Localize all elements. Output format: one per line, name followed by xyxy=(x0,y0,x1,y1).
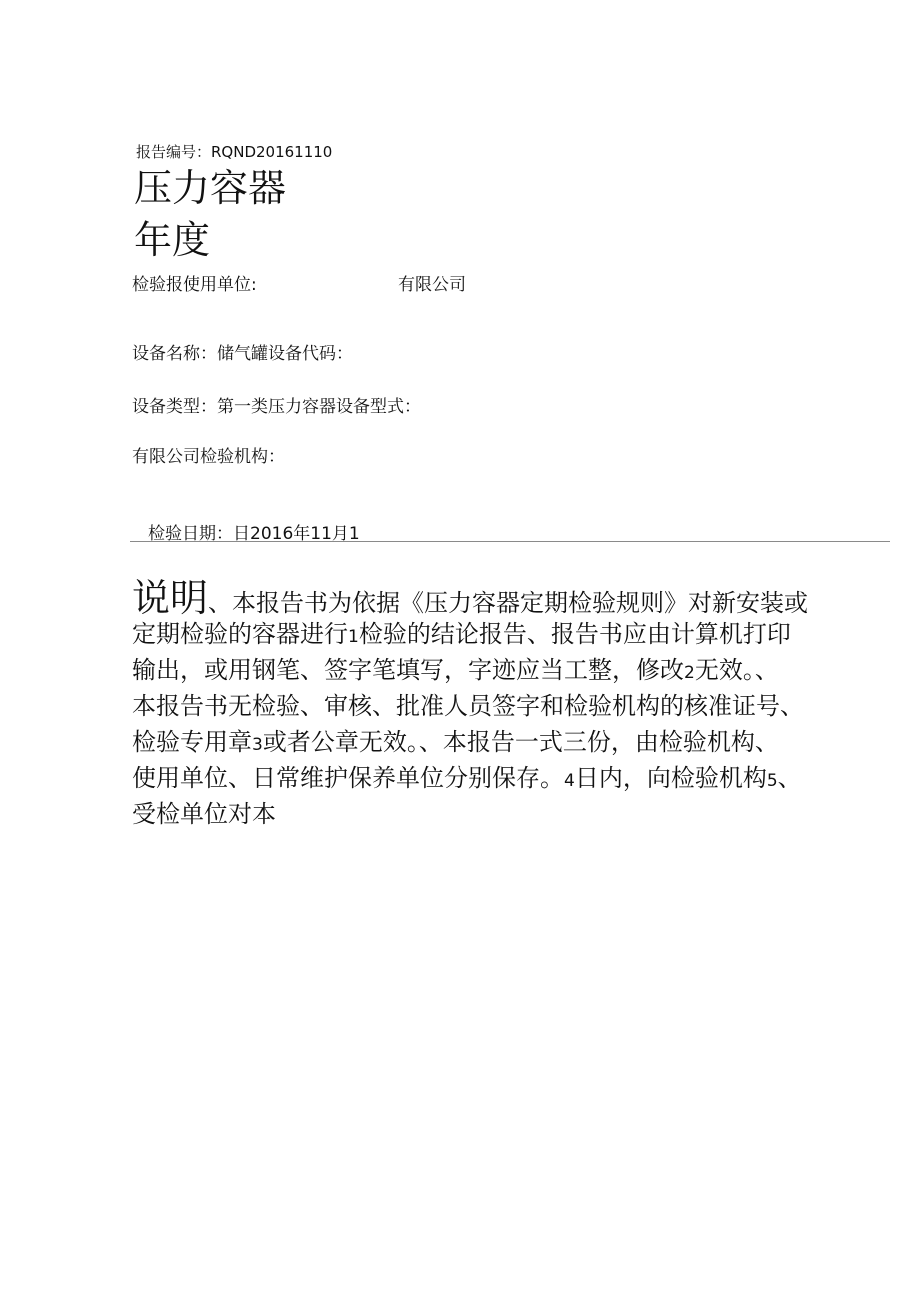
notes-line-1 xyxy=(132,576,892,620)
inspection-date-field: 检验日期：日2016年11月1 xyxy=(148,524,360,544)
notes-text: 输出，或用钢笔、签字笔填写，字迹应当工整，修改 xyxy=(132,656,684,684)
notes-section xyxy=(132,576,892,832)
notes-text: 、本报告书为依据《压力容器定期检验规则》对新安装或 xyxy=(208,589,809,617)
note-number: 1 xyxy=(348,627,359,647)
user-unit-value: 有限公司 xyxy=(398,275,466,295)
notes-heading: 说明 xyxy=(132,576,209,620)
notes-text: 检验专用章 xyxy=(132,728,252,756)
notes-text: 受检单位对本 xyxy=(132,800,276,828)
note-number: 3 xyxy=(252,735,263,755)
note-number: 5 xyxy=(766,771,778,791)
device-type-field: 设备类型：第一类压力容器设备型式： xyxy=(132,397,421,417)
notes-text: 本报告书无检验、审核、批准人员签字和检验机构的核准证号、 xyxy=(132,692,804,720)
notes-text: 无效。、 xyxy=(694,656,779,684)
notes-text: 定期检验的容器进行 xyxy=(132,620,348,648)
notes-text: 、 xyxy=(777,764,802,792)
notes-text: 检验的结论报告、报告书应由计算机打印 xyxy=(358,620,791,648)
notes-text: 或者公章无效。、本报告一式三份，由检验机构、 xyxy=(262,728,779,756)
device-name-field: 设备名称：储气罐设备代码： xyxy=(132,344,353,364)
notes-line-2 xyxy=(132,616,892,652)
notes-line-5 xyxy=(132,724,892,760)
notes-text: 日内，向检验机构 xyxy=(574,764,767,792)
notes-line-6 xyxy=(132,760,892,796)
notes-text: 使用单位、日常维护保养单位分别保存。 xyxy=(132,764,564,792)
note-number: 2 xyxy=(684,663,695,683)
notes-line-3 xyxy=(132,652,892,688)
page-title-line-1: 压力容器 xyxy=(134,166,287,210)
divider-line xyxy=(130,541,890,542)
notes-line-7 xyxy=(132,796,892,832)
user-unit-label: 检验报使用单位: xyxy=(132,275,257,295)
notes-line-4 xyxy=(132,688,892,724)
report-number: 报告编号：RQND20161110 xyxy=(136,143,333,161)
note-number: 4 xyxy=(564,771,575,791)
page-title-line-2: 年度 xyxy=(134,218,211,262)
inspection-org-field: 有限公司检验机构： xyxy=(132,447,285,467)
